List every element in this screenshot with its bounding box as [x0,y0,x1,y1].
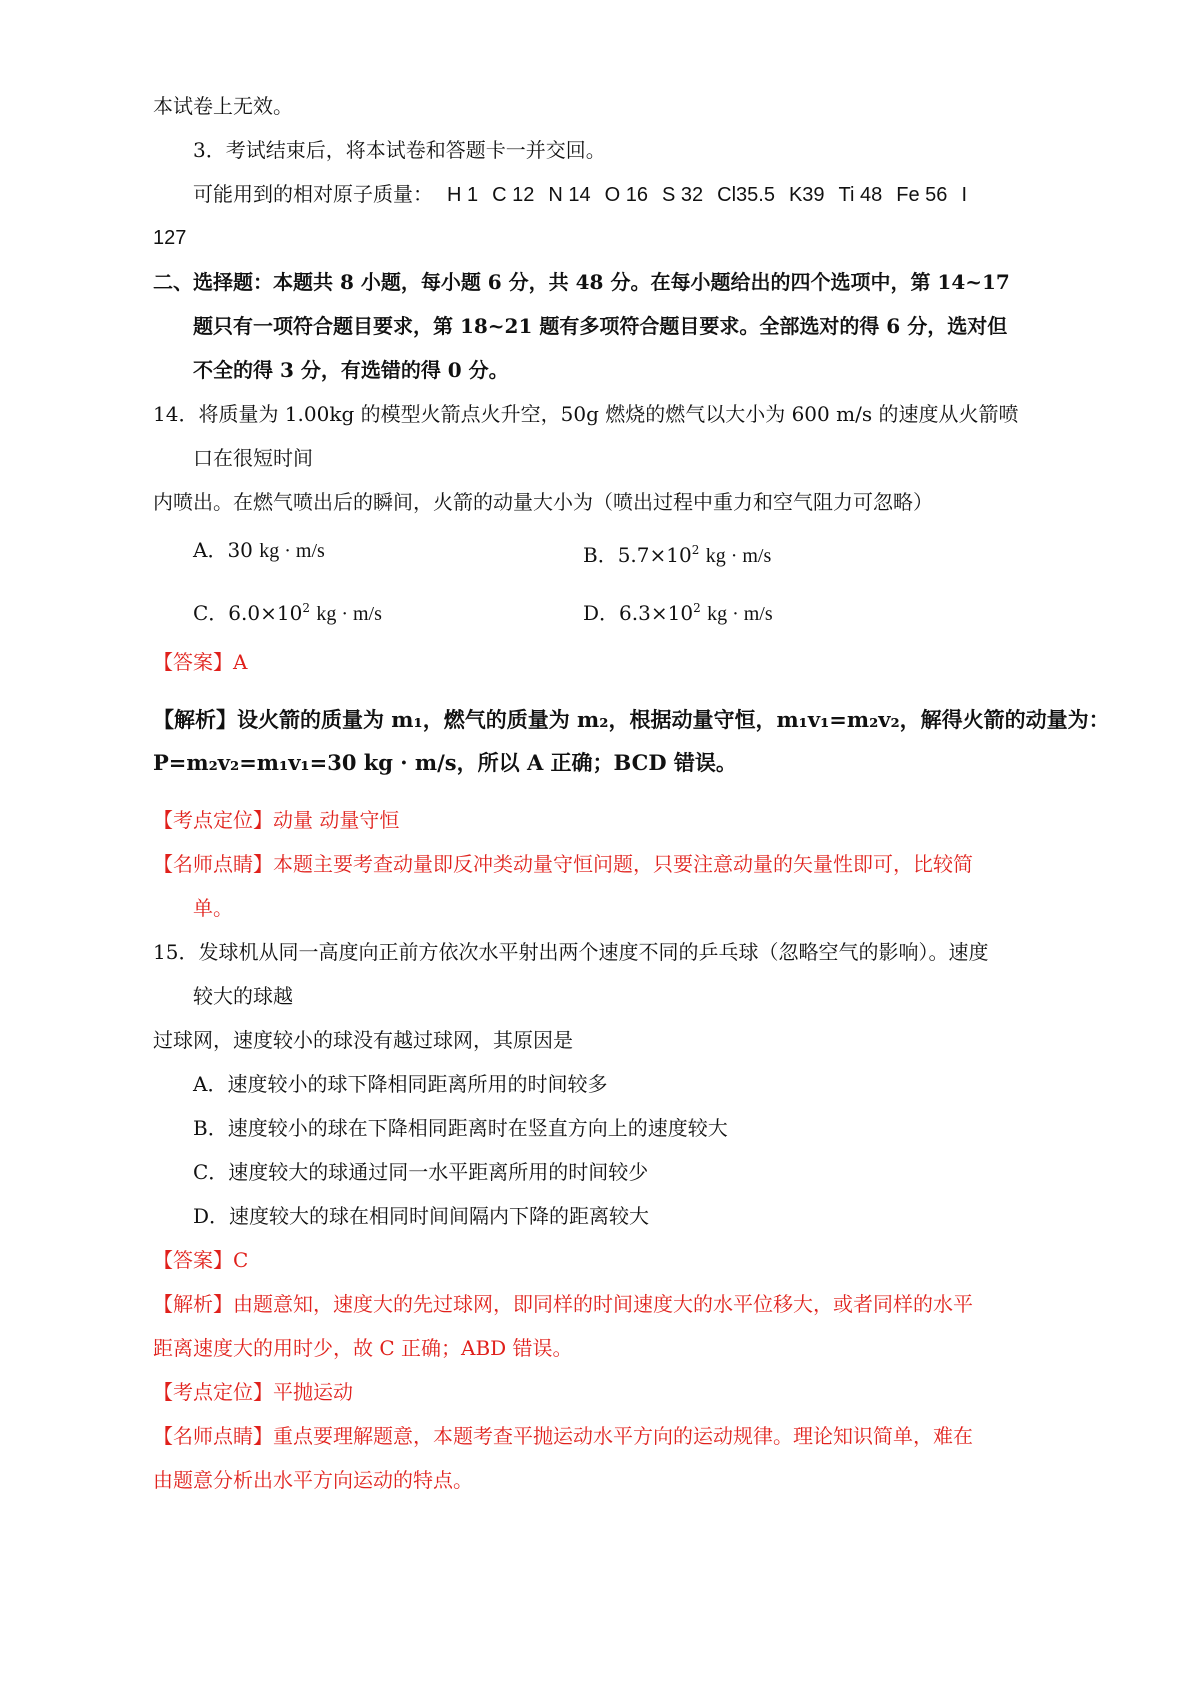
q14-option-c-unit: kg · m/s [316,603,382,625]
q14-option-a [193,536,325,565]
atom-c: C 12 [492,184,535,206]
q14-analysis-line-1: 【解析】设火箭的质量为 m₁，燃气的质量为 m₂，根据动量守恒，m₁v₁=m₂v₂，解得火箭的动量为： [153,707,1110,732]
q14-option-d-exponent: 2 [693,601,701,615]
section-heading-line-3: 不全的得 3 分，有选错的得 0 分。 [193,358,509,382]
atom-cl: Cl35.5 [717,184,775,206]
q14-analysis-line-2: P=m₂v₂=m₁v₁=30 kg · m/s，所以 A 正确；BCD 错误。 [153,750,737,775]
q15-option-b: B．速度较小的球在下降相同距离时在竖直方向上的速度较大 [193,1116,728,1140]
atomic-masses-label: 可能用到的相对原子质量： [193,182,433,206]
q15-stem-line-1: 15．发球机从同一高度向正前方依次水平射出两个速度不同的乒乓球（忽略空气的影响）。速度 [153,940,989,964]
q14-option-a-unit: kg · m/s [259,540,325,562]
q15-analysis-line-2: 距离速度大的用时少，故 C 正确；ABD 错误。 [153,1336,573,1360]
q14-option-b-unit: kg · m/s [705,545,772,567]
q14-answer: 【答案】A [153,650,248,674]
header-line-2: 3．考试结束后，将本试卷和答题卡一并交回。 [193,138,606,162]
q14-kaodian: 【考点定位】动量 动量守恒 [153,808,400,832]
atomic-masses-line [193,180,981,209]
q14-option-b-exponent: 2 [691,543,700,557]
q14-stem-line-3: 内喷出。在燃气喷出后的瞬间，火箭的动量大小为（喷出过程中重力和空气阻力可忽略） [153,490,933,514]
q15-stem-line-2: 较大的球越 [193,984,293,1008]
q14-mingshi-line-1: 【名师点睛】本题主要考查动量即反冲类动量守恒问题，只要注意动量的矢量性即可，比较简 [153,852,973,876]
section-heading-line-1: 二、选择题：本题共 8 小题，每小题 6 分，共 48 分。在每小题给出的四个选项中，第 14~17 [153,270,1010,294]
q14-stem-line-1: 14．将质量为 1.00kg 的模型火箭点火升空，50g 燃烧的燃气以大小为 600 m/s 的速度从火箭喷 [153,402,1019,426]
q15-kaodian: 【考点定位】平抛运动 [153,1380,353,1404]
atom-s: S 32 [661,184,704,206]
q14-option-d-value: D．6.3×10 [583,601,694,625]
atom-o: O 16 [604,184,648,206]
q14-option-d [583,594,773,628]
q15-analysis-line-1: 【解析】由题意知，速度大的先过球网，即同样的时间速度大的水平位移大，或者同样的水平 [153,1292,973,1316]
section-heading-line-2: 题只有一项符合题目要求，第 18~21 题有多项符合题目要求。全部选对的得 6 分，选对但 [193,314,1008,338]
q15-option-c: C．速度较大的球通过同一水平距离所用的时间较少 [193,1160,649,1184]
atom-i: I [961,184,967,206]
q14-mingshi-line-2: 单。 [193,896,233,920]
atom-k: K39 [788,184,825,206]
atom-fe: Fe 56 [896,184,948,206]
q15-option-a: A．速度较小的球下降相同距离所用的时间较多 [193,1072,608,1096]
q15-mingshi-line-1: 【名师点睛】重点要理解题意，本题考查平抛运动水平方向的运动规律。理论知识简单，难在 [153,1424,973,1448]
q14-option-c-exponent: 2 [302,601,310,615]
q14-option-d-unit: kg · m/s [707,603,773,625]
atom-ti: Ti 48 [838,184,883,206]
header-line-1: 本试卷上无效。 [153,94,293,118]
q15-stem-line-3: 过球网，速度较小的球没有越过球网，其原因是 [153,1028,573,1052]
q14-option-a-value: A．30 [193,538,253,562]
atom-h: H 1 [447,184,479,206]
q14-option-c-value: C．6.0×10 [193,601,303,625]
q14-option-b-value: B．5.7×10 [583,543,692,567]
q14-option-b [583,536,771,570]
q15-mingshi-line-2: 由题意分析出水平方向运动的特点。 [153,1468,473,1492]
atom-n: N 14 [548,184,591,206]
atomic-masses-wrap: 127 [153,227,187,249]
q14-stem-line-2: 口在很短时间 [193,446,313,470]
q14-option-c [193,594,382,628]
q15-answer: 【答案】C [153,1248,249,1272]
q15-option-d: D．速度较大的球在相同时间间隔内下降的距离较大 [193,1204,650,1228]
